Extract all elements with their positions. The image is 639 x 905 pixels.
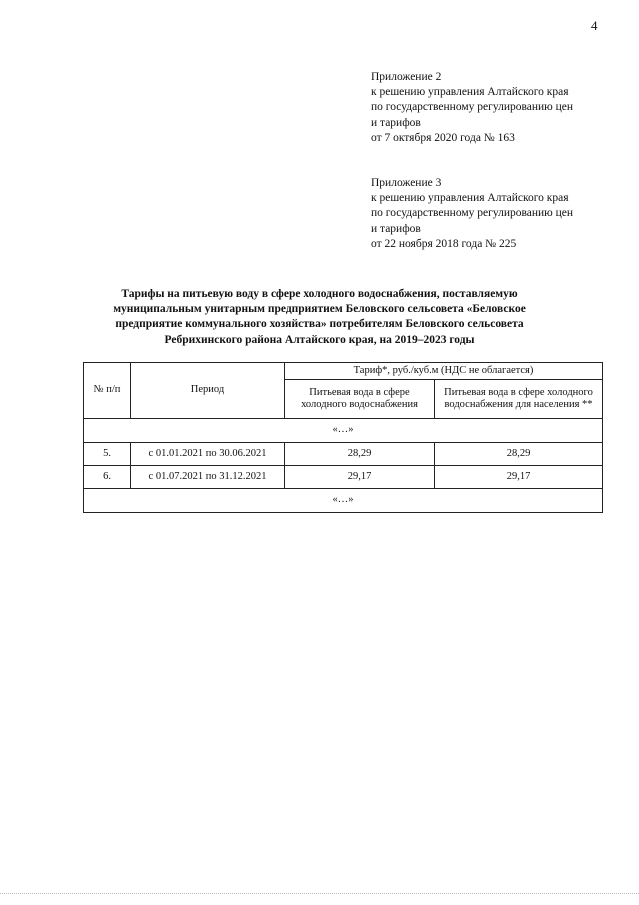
tariff-table — [83, 362, 603, 513]
appendix-2-line: от 7 октября 2020 года № 163 — [371, 131, 515, 144]
appendix-3-line: Приложение 3 — [371, 177, 442, 189]
appendix-2-line: по государственному регулированию цен — [371, 101, 574, 114]
appendix-2-line: и тарифов — [371, 116, 421, 129]
appendix-3-line: к решению управления Алтайского края — [371, 192, 569, 205]
title-line: предприятие коммунального хозяйства» потребителям Беловского сельсовета — [115, 318, 524, 331]
table-row — [84, 443, 603, 466]
appendix-3-line: и тарифов — [371, 222, 421, 235]
appendix-2-block — [371, 70, 621, 146]
table-header-row — [84, 363, 603, 380]
appendix-3-block — [371, 176, 621, 252]
page-number: 4 — [591, 18, 598, 33]
appendix-3-line: от 22 ноября 2018 года № 225 — [371, 237, 517, 250]
row-period: с 01.01.2021 по 30.06.2021 — [131, 443, 285, 466]
header-period: Период — [131, 363, 285, 419]
table-row — [84, 466, 603, 489]
title-line: Ребрихинского района Алтайского края, на 2019–2023 годы — [164, 333, 475, 346]
appendix-2-line: к решению управления Алтайского края — [371, 86, 569, 99]
header-tariff-group: Тариф*, руб./куб.м (НДС не облагается) — [285, 363, 603, 380]
header-drinking-water-population: Питьевая вода в сфере холодного водоснабжения для населения ** — [435, 380, 603, 419]
ellipsis-bottom: «…» — [84, 489, 603, 513]
table-ellipsis-row — [84, 489, 603, 513]
row-tariff-b: 29,17 — [435, 466, 603, 489]
row-tariff-a: 28,29 — [285, 443, 435, 466]
table-ellipsis-row — [84, 419, 603, 443]
title-line: Тарифы на питьевую воду в сфере холодного водоснабжения, поставляемую — [121, 288, 518, 300]
row-num: 5. — [84, 443, 131, 466]
title-line: муниципальным унитарным предприятием Беловского сельсовета «Беловское — [113, 303, 526, 316]
header-num: № п/п — [84, 363, 131, 419]
header-drinking-water: Питьевая вода в сфере холодного водоснабжения — [285, 380, 435, 419]
row-tariff-a: 29,17 — [285, 466, 435, 489]
document-title — [80, 287, 559, 348]
row-period: с 01.07.2021 по 31.12.2021 — [131, 466, 285, 489]
appendix-2-line: Приложение 2 — [371, 71, 442, 83]
scan-edge-line — [0, 893, 639, 894]
row-num: 6. — [84, 466, 131, 489]
appendix-3-line: по государственному регулированию цен — [371, 207, 574, 220]
ellipsis-top: «…» — [84, 419, 603, 443]
row-tariff-b: 28,29 — [435, 443, 603, 466]
